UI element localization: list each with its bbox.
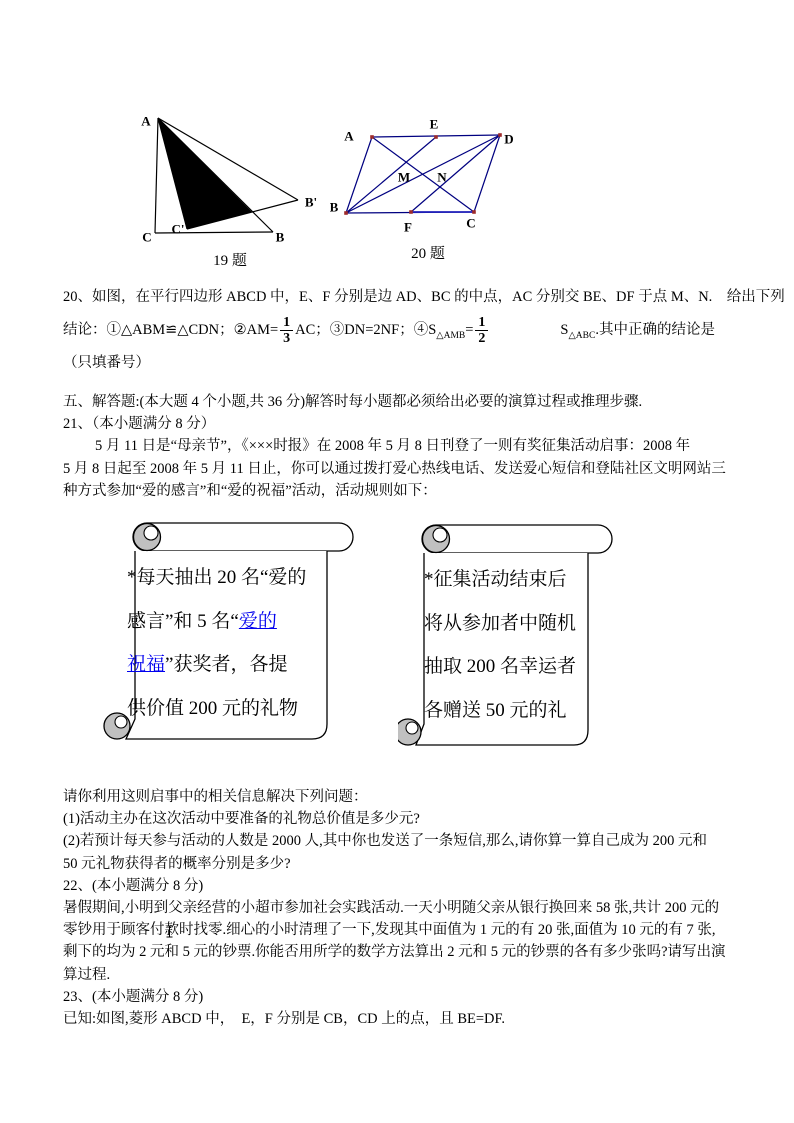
scroll-bottom-curl-inner	[115, 716, 127, 728]
scroll-text-line	[424, 689, 604, 733]
doc-line: 50 元礼物获得者的概率分别是多少?	[63, 855, 291, 872]
doc-line: 请你利用这则启事中的相关信息解决下列问题：	[63, 789, 368, 805]
scroll-left-text	[127, 556, 332, 730]
fraction-one-half: $\frac{1}{2}$	[475, 315, 488, 347]
vertex-label: F	[404, 219, 412, 235]
vertex-dot	[498, 133, 502, 137]
text-cursor-artifact	[165, 925, 174, 938]
figure-19-rotated-triangles	[120, 105, 330, 245]
vertex-dot	[344, 211, 348, 215]
hyperlink-text[interactable]: 爱的	[238, 610, 277, 632]
figure-20-parallelogram	[330, 110, 530, 240]
vertex-label: M	[397, 169, 411, 185]
vertex-label: B	[275, 229, 285, 245]
scroll-top-roll	[422, 525, 612, 553]
q20-math-text: 结论：①△ABM≌△CDN；②AM=	[63, 322, 279, 339]
scroll-top-curl-inner	[144, 526, 158, 540]
scroll-top-curl-inner	[433, 528, 447, 542]
q23-header: 23、(本小题满分 8 分)	[63, 988, 204, 1005]
scroll-text-segment: *每天抽出 20 名“爱的	[127, 567, 307, 588]
questions-21-23-block	[63, 786, 743, 1030]
doc-line: 暑假期间,小明到父亲经营的小超市参加社会实践活动.一天小明随父亲从银行换回来 58 张,共计 200 元的	[63, 899, 720, 916]
scroll-bottom-curl-inner	[406, 722, 418, 734]
vertex-label: C	[466, 215, 476, 231]
vertex-label: A	[344, 128, 354, 144]
scroll-text-line	[424, 558, 604, 602]
scroll-text-line	[127, 556, 332, 600]
scroll-text-segment: 供价值 200 元的礼物	[127, 697, 299, 719]
vertex-label: D	[504, 131, 514, 147]
vertex-label: C'	[171, 221, 185, 237]
vertex-dot	[472, 210, 476, 214]
scroll-text-line	[424, 645, 604, 689]
vertex-dot	[434, 135, 438, 139]
scroll-text-segment: ”获奖者，各提	[165, 654, 288, 675]
doc-line: 已知:如图,菱形 ABCD 中， E，F 分别是 CB，CD 上的点，且 BE=DF.	[63, 1010, 506, 1027]
section-5-and-q21-block	[63, 391, 743, 502]
vertex-dot	[370, 135, 374, 139]
figure-segment	[155, 118, 158, 233]
q22-header: 22、(本小题满分 8 分)	[63, 877, 204, 894]
q20-line-1: 20、如图，在平行四边形 ABCD 中，E、F 分别是边 AD、BC 的中点，AC 分别交 BE、DF 于点 M、N. 给出下列	[63, 289, 785, 305]
triangle-subscript: △ABC	[568, 331, 596, 342]
q20-math-text: .其中正确的结论是	[595, 322, 715, 339]
doc-line: (2)若预计每天参与活动的人数是 2000 人,其中你也发送了一条短信,那么,请你算一算自己成为 200 元和	[63, 833, 708, 850]
scroll-text-segment: 抽取 200 名幸运者	[424, 656, 577, 677]
q21-header: 21、（本小题满分 8 分）	[63, 416, 216, 433]
doc-line: 零钞用于顾客付款时找零.细心的小时清理了一下,发现其中面值为 1 元的有 20 张,面值为 10 元的有 7 张,	[63, 922, 716, 939]
vertex-dot	[409, 210, 413, 214]
vertex-label: B	[330, 199, 339, 215]
hyperlink-text[interactable]: 祝福	[127, 654, 166, 675]
vertex-label: B'	[304, 194, 318, 210]
scroll-text-segment: 将从参加者中随机	[424, 612, 577, 634]
doc-line: 种方式参加“爱的感言”和“爱的祝福”活动，活动规则如下：	[63, 482, 437, 499]
q20-line-3: （只填番号）	[63, 355, 150, 372]
scroll-text-segment: *征集活动结束后	[424, 569, 567, 590]
doc-line: 5 月 11 日是“母亲节”，《×××时报》在 2008 年 5 月 8 日刊登了一则有奖征集活动启事：2008 年	[95, 438, 691, 455]
section-5-header: 五、解答题:(本大题 4 个小题,共 36 分)解答时每小题都必须给出必要的演算过程或推理步骤.	[63, 394, 643, 410]
scroll-text-line	[127, 600, 332, 644]
vertex-label: C	[142, 229, 152, 245]
scroll-top-roll	[133, 523, 353, 551]
q20-line-2	[63, 308, 743, 352]
fraction-one-third: $\frac{1}{3}$	[280, 315, 293, 347]
question-20-block	[63, 286, 785, 374]
figure-19-caption: 19 题	[213, 253, 247, 269]
scroll-text-segment: 感言”和 5 名“	[127, 610, 239, 632]
scroll-right-text	[424, 558, 604, 732]
scroll-text-line	[127, 687, 332, 731]
scroll-text-line	[424, 602, 604, 646]
q20-math-text: =	[465, 322, 474, 339]
doc-line: (1)活动主办在这次活动中要准备的礼物总价值是多少元?	[63, 811, 420, 828]
figure-20-caption: 20 题	[411, 246, 445, 262]
q20-math-text: S	[560, 322, 569, 339]
doc-line: 剩下的均为 2 元和 5 元的钞票.你能否用所学的数学方法算出 2 元和 5 元的钞票的各有多少张吗?请写出演	[63, 944, 726, 961]
vertex-label: N	[437, 169, 447, 185]
triangle-subscript: △AMB	[436, 331, 466, 342]
q20-math-text: AC；③DN=2NF；④S	[295, 322, 437, 339]
scroll-text-line	[127, 643, 332, 687]
doc-line: 5 月 8 日起至 2008 年 5 月 11 日止，你可以通过拨打爱心热线电话、发送爱心短信和登陆社区文明网站三	[63, 460, 726, 477]
vertex-label: E	[429, 116, 439, 132]
scroll-text-segment: 各赠送 50 元的礼	[424, 699, 567, 721]
vertex-label: A	[141, 113, 151, 129]
doc-line: 算过程.	[63, 966, 111, 983]
